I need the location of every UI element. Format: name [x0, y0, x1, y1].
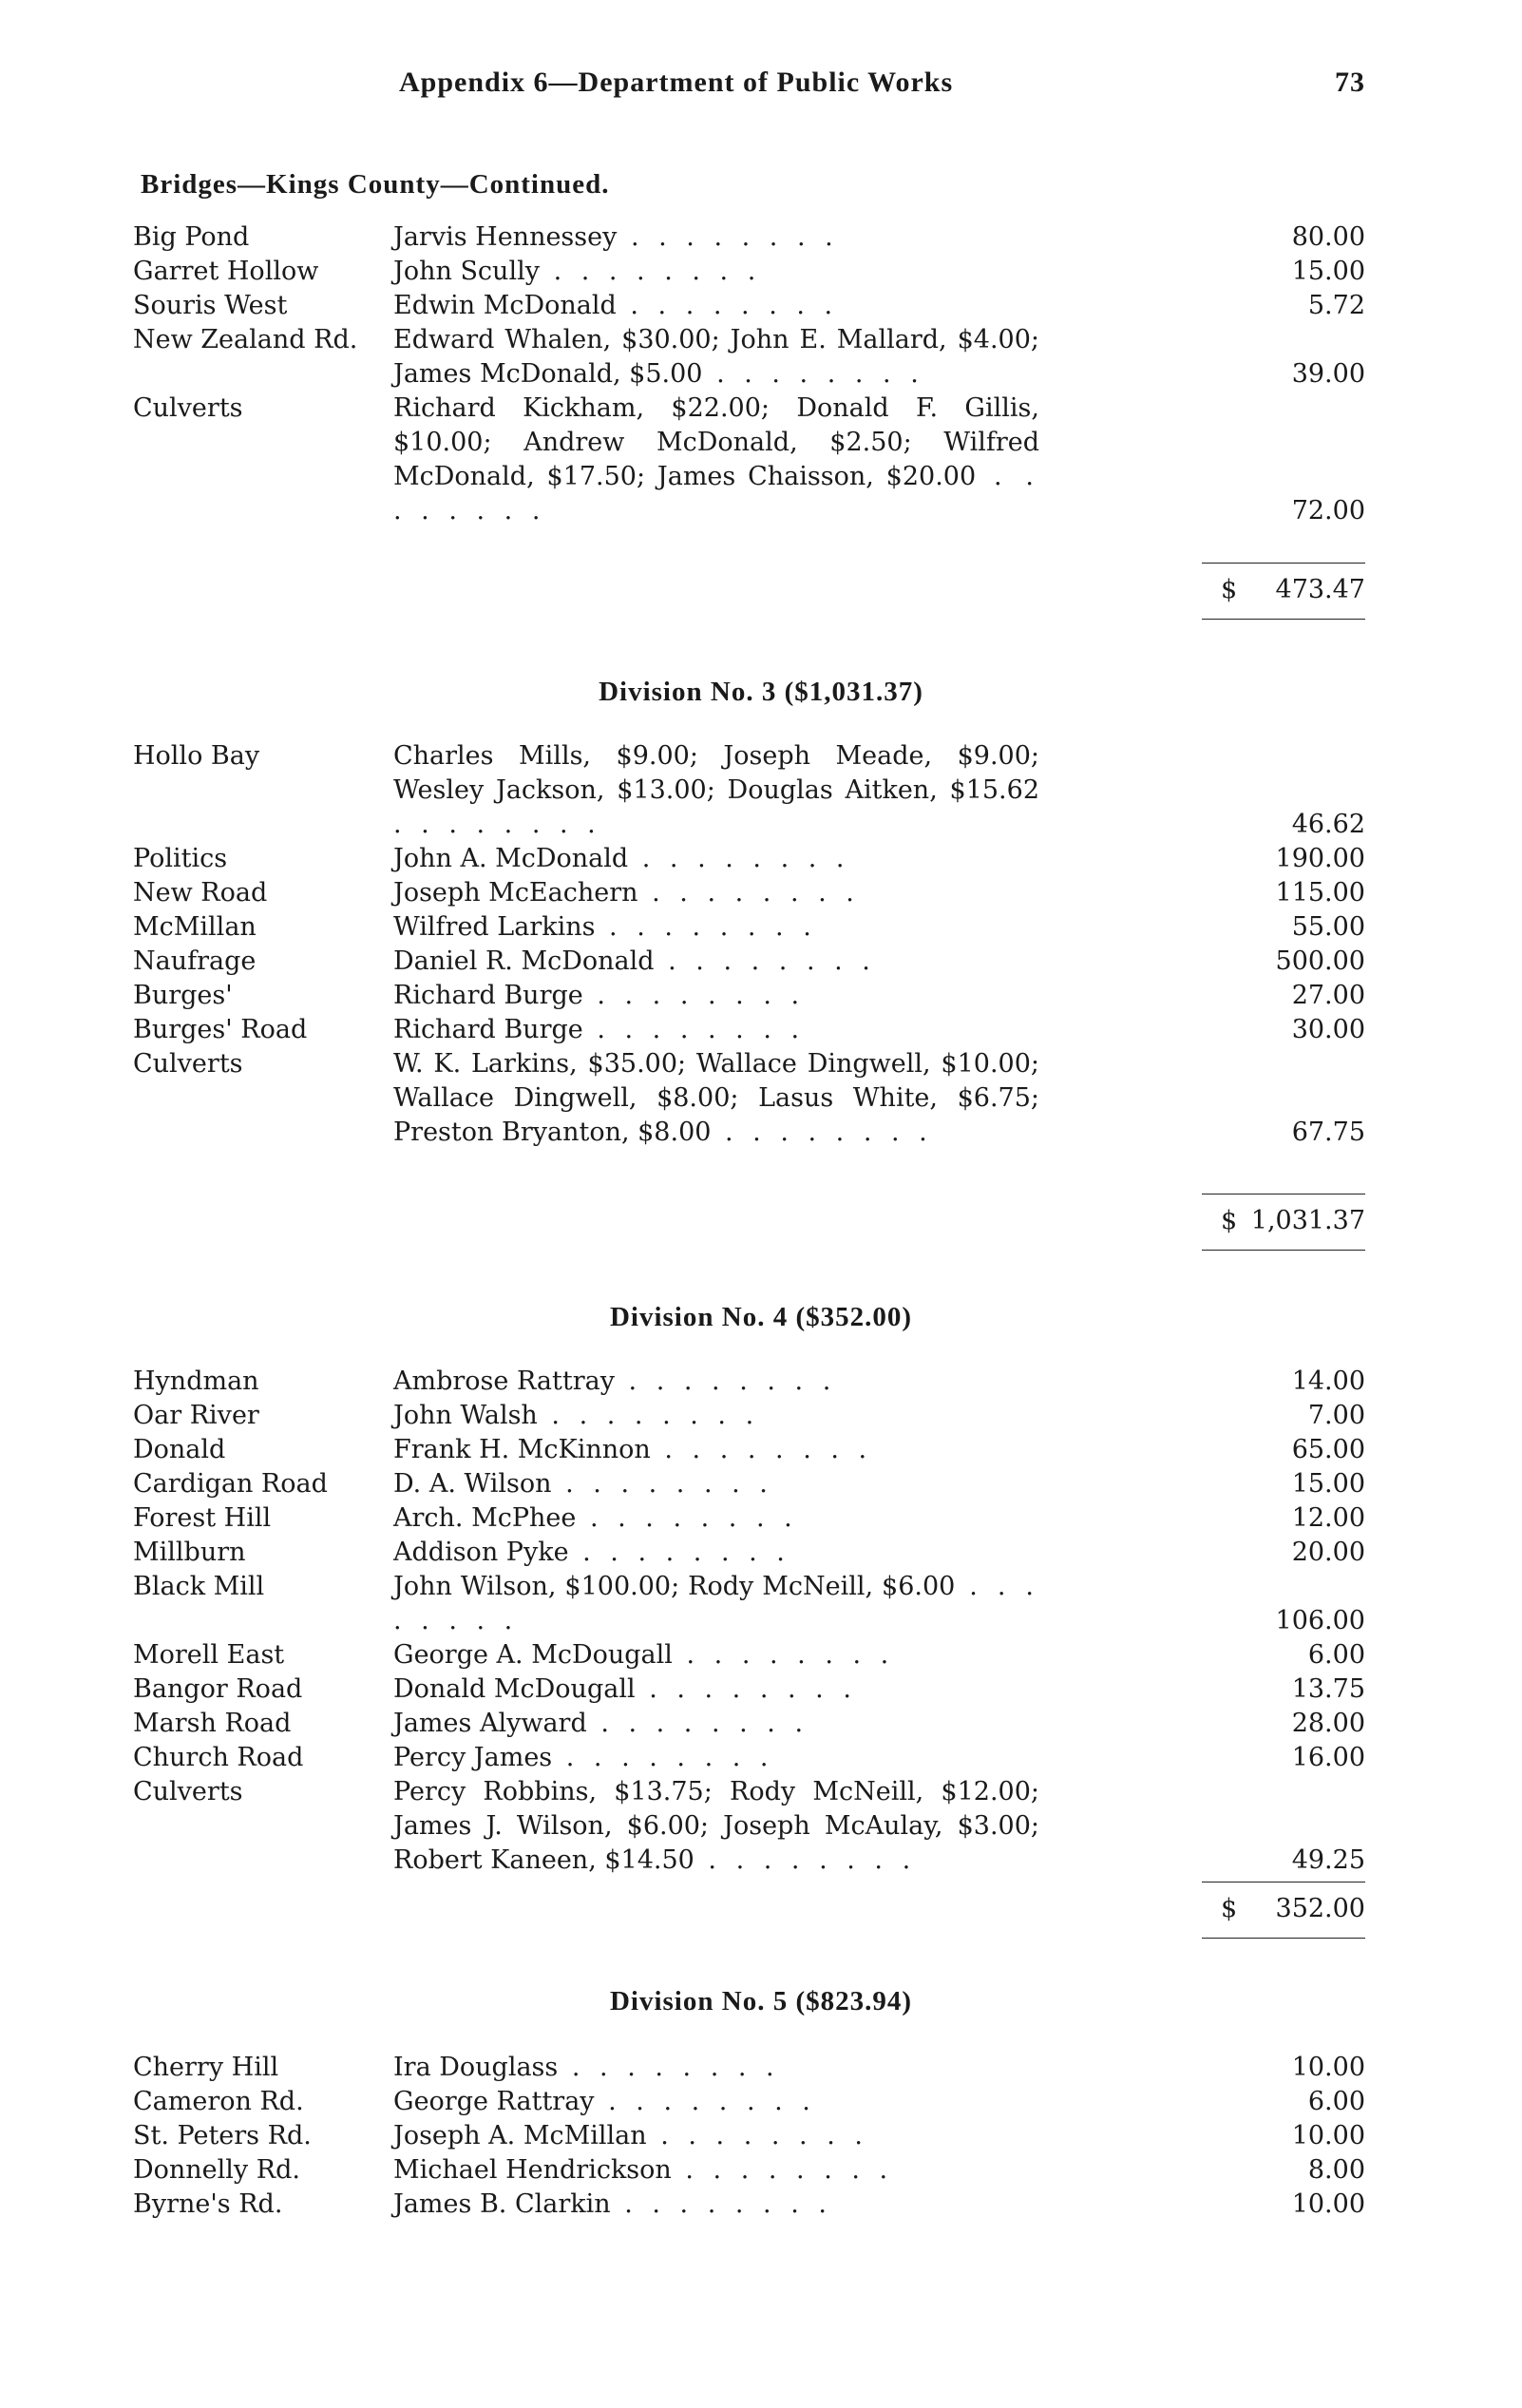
dot-leader: . . . . . . . . [393, 462, 1039, 526]
entry-place: Garret Hollow [133, 257, 319, 286]
entry-description-text: John A. McDonald [393, 844, 629, 873]
ledger-entry [0, 979, 1522, 1013]
entry-description [393, 1399, 1039, 1433]
ledger-entry [0, 2119, 1522, 2153]
entry-description-text: John Walsh [393, 1401, 538, 1430]
dot-leader: . . . . . . . . [711, 1118, 933, 1147]
dot-leader: . . . . . . . . [594, 2087, 816, 2116]
entry-description [393, 1365, 1039, 1399]
entry-amount: 10.00 [1291, 2189, 1365, 2219]
entry-place: Church Road [133, 1743, 304, 1772]
entry-description [393, 1672, 1039, 1707]
entry-description [393, 289, 1039, 323]
entry-description [393, 1047, 1039, 1150]
entry-amount: 12.00 [1291, 1503, 1365, 1533]
entry-description [393, 1501, 1039, 1536]
ledger-entry [0, 1672, 1522, 1707]
dot-leader: . . . . . . . . [582, 1015, 806, 1044]
entry-description [393, 2051, 1039, 2085]
entry-description-text: Richard Kickham, $22.00; Donald F. Gillis, $10.00; Andrew McDonald, $2.50; Wilfred McDonald, $17.50; James Chaisson, $20.00 [393, 393, 1039, 491]
dot-leader: . . . . . . . . [610, 2189, 832, 2219]
entry-place: Big Pond [133, 222, 250, 252]
dot-leader: . . . . . . . . [628, 844, 850, 873]
entry-amount: 49.25 [1291, 1845, 1365, 1875]
entry-place: Cardigan Road [133, 1469, 328, 1499]
ledger-entry [0, 1536, 1522, 1570]
entry-place: Donald [133, 1435, 226, 1464]
entry-description-text: Percy James [393, 1743, 553, 1772]
ledger-entry [0, 1365, 1522, 1399]
total-rule-bottom [1202, 1250, 1365, 1251]
entry-amount: 106.00 [1275, 1606, 1365, 1635]
dot-leader: . . . . . . . . [646, 2121, 868, 2150]
ledger-entry [0, 289, 1522, 323]
entry-amount: 5.72 [1307, 291, 1365, 320]
entry-description-text: Charles Mills, $9.00; Joseph Meade, $9.00; Wesley Jackson, $13.00; Douglas Aitken, $15.62 [393, 741, 1039, 805]
entry-description [393, 1741, 1039, 1775]
entry-place: Marsh Road [133, 1709, 292, 1738]
entry-list [0, 220, 1522, 528]
entry-description-text: Edward Whalen, $30.00; John E. Mallard, $4.00; James McDonald, $5.00 [393, 325, 1039, 389]
section-total [1202, 1186, 1365, 1251]
entry-description-text: Arch. McPhee [393, 1503, 577, 1533]
entry-description-text: Addison Pyke [393, 1538, 569, 1567]
ledger-entry [0, 1399, 1522, 1433]
entry-list [0, 1365, 1522, 1878]
entry-description [393, 1467, 1039, 1501]
entry-description-text: Daniel R. McDonald [393, 946, 655, 976]
total-rule-top [1202, 563, 1365, 564]
entry-description [393, 979, 1039, 1013]
entry-description-text: George Rattray [393, 2087, 595, 2116]
running-head-title: Appendix 6—Department of Public Works [399, 67, 954, 98]
entry-amount: 72.00 [1291, 496, 1365, 526]
entry-place: Hollo Bay [133, 741, 260, 771]
entry-description-text: Joseph A. McMillan [393, 2121, 647, 2150]
total-value: 352.00 [1275, 1894, 1365, 1923]
entry-amount: 14.00 [1291, 1366, 1365, 1396]
entry-place: New Road [133, 878, 268, 908]
entry-place: Culverts [133, 393, 243, 423]
entry-amount: 16.00 [1291, 1743, 1365, 1772]
total-value: 473.47 [1275, 575, 1365, 604]
entry-description [393, 1536, 1039, 1570]
entry-place: Black Mill [133, 1572, 265, 1601]
entry-amount: 20.00 [1291, 1538, 1365, 1567]
ledger-entry [0, 1501, 1522, 1536]
total-currency: $ [1221, 1894, 1238, 1923]
entry-description [393, 255, 1039, 289]
entry-place: Politics [133, 844, 228, 873]
dot-leader: . . . . . . . . [654, 946, 876, 976]
entry-description-text: W. K. Larkins, $35.00; Wallace Dingwell, $10.00; Wallace Dingwell, $8.00; Lasus White, $6.75; Preston Bryanton, $8.00 [393, 1049, 1039, 1147]
ledger-entry [0, 842, 1522, 876]
section-heading: Bridges—Kings County—Continued. [141, 169, 610, 200]
dot-leader: . . . . . . . . [537, 1401, 760, 1430]
entry-description [393, 739, 1039, 842]
entry-place: Burges' Road [133, 1015, 308, 1044]
entry-amount: 67.75 [1291, 1118, 1365, 1147]
dot-leader: . . . . . . . . [650, 1435, 873, 1464]
entry-description [393, 323, 1039, 392]
entry-description-text: Jarvis Hennessey [393, 222, 618, 252]
entry-description [393, 1775, 1039, 1878]
entry-place: Cherry Hill [133, 2053, 279, 2082]
entry-amount: 13.75 [1291, 1674, 1365, 1704]
entry-place: St. Peters Rd. [133, 2121, 312, 2150]
entry-description-text: Edwin McDonald [393, 291, 617, 320]
entry-description-text: D. A. Wilson [393, 1469, 552, 1499]
dot-leader: . . . . . . . . [558, 2053, 780, 2082]
entry-place: New Zealand Rd. [133, 325, 358, 354]
ledger-entry [0, 1013, 1522, 1047]
entry-description [393, 876, 1039, 910]
entry-amount: 46.62 [1291, 810, 1365, 839]
entry-description-text: Richard Burge [393, 981, 583, 1010]
entry-place: Hyndman [133, 1366, 259, 1396]
entry-place: Cameron Rd. [133, 2087, 304, 2116]
entry-description-text: Michael Hendrickson [393, 2155, 672, 2185]
dot-leader: . . . . . . . . [616, 291, 839, 320]
entry-description [393, 220, 1039, 255]
section-total [1202, 1874, 1365, 1939]
section-total [1202, 555, 1365, 620]
entry-amount: 6.00 [1307, 1640, 1365, 1670]
dot-leader: . . . . . . . . [637, 878, 860, 908]
ledger-entry [0, 1707, 1522, 1741]
section-heading: Division No. 5 ($823.94) [609, 1986, 913, 2016]
page-number: 73 [1335, 67, 1365, 98]
dot-leader: . . . . . . . . [582, 981, 806, 1010]
dot-leader: . . . . . . . . [595, 912, 817, 942]
ledger-entry [0, 910, 1522, 945]
entry-amount: 27.00 [1291, 981, 1365, 1010]
entry-place: Burges' [133, 981, 233, 1010]
entry-description-text: Percy Robbins, $13.75; Rody McNeill, $12.00; James J. Wilson, $6.00; Joseph McAulay, $3.00; Robert Kaneen, $14.50 [393, 1777, 1039, 1875]
section-heading: Division No. 3 ($1,031.37) [599, 677, 923, 707]
dot-leader: . . . . . . . . [568, 1538, 790, 1567]
entry-amount: 190.00 [1275, 844, 1365, 873]
dot-leader: . . . . . . . . [393, 810, 601, 839]
total-value: 1,031.37 [1250, 1206, 1365, 1235]
entry-description [393, 2119, 1039, 2153]
dot-leader: . . . . . . . . [393, 1572, 1039, 1635]
entry-description [393, 2153, 1039, 2188]
entry-amount: 10.00 [1291, 2121, 1365, 2150]
entry-description-text: James Alyward [393, 1709, 587, 1738]
dot-leader: . . . . . . . . [551, 1469, 773, 1499]
entry-amount: 7.00 [1307, 1401, 1365, 1430]
ledger-entry [0, 876, 1522, 910]
entry-description [393, 842, 1039, 876]
total-rule-bottom [1202, 619, 1365, 620]
entry-amount: 500.00 [1275, 946, 1365, 976]
ledger-entry [0, 2051, 1522, 2085]
entry-amount: 115.00 [1275, 878, 1365, 908]
entry-description-text: Frank H. McKinnon [393, 1435, 651, 1464]
total-rule-bottom [1202, 1938, 1365, 1939]
ledger-entry [0, 2188, 1522, 2222]
ledger-entry [0, 255, 1522, 289]
ledger-entry [0, 220, 1522, 255]
entry-place: Morell East [133, 1640, 285, 1670]
running-head [0, 67, 1522, 105]
section-heading: Division No. 4 ($352.00) [609, 1302, 913, 1332]
entry-amount: 55.00 [1291, 912, 1365, 942]
ledger-entry [0, 323, 1522, 392]
total-currency: $ [1221, 575, 1238, 604]
entry-amount: 15.00 [1291, 257, 1365, 286]
entry-description-text: James B. Clarkin [393, 2189, 611, 2219]
entry-description [393, 2085, 1039, 2119]
dot-leader: . . . . . . . . [614, 1366, 837, 1396]
dot-leader: . . . . . . . . [576, 1503, 798, 1533]
entry-amount: 10.00 [1291, 2053, 1365, 2082]
entry-description [393, 1013, 1039, 1047]
entry-description-text: George A. McDougall [393, 1640, 673, 1670]
ledger-entry [0, 1570, 1522, 1638]
entry-list [0, 739, 1522, 1150]
entry-description-text: Ambrose Rattray [393, 1366, 615, 1396]
dot-leader: . . . . . . . . [672, 1640, 895, 1670]
entry-description [393, 1707, 1039, 1741]
entry-place: Byrne's Rd. [133, 2189, 283, 2219]
entry-place: McMillan [133, 912, 257, 942]
ledger-entry [0, 1467, 1522, 1501]
ledger-entry [0, 1638, 1522, 1672]
entry-amount: 39.00 [1291, 359, 1365, 389]
dot-leader: . . . . . . . . [586, 1709, 809, 1738]
entry-description [393, 1570, 1039, 1638]
entry-amount: 30.00 [1291, 1015, 1365, 1044]
entry-place: Souris West [133, 291, 288, 320]
ledger-entry [0, 945, 1522, 979]
dot-leader: . . . . . . . . [552, 1743, 774, 1772]
entry-amount: 6.00 [1307, 2087, 1365, 2116]
entry-description [393, 1433, 1039, 1467]
entry-description-text: Donald McDougall [393, 1674, 636, 1704]
entry-description-text: John Scully [393, 257, 540, 286]
dot-leader: . . . . . . . . [694, 1845, 917, 1875]
total-currency: $ [1221, 1206, 1238, 1235]
entry-amount: 65.00 [1291, 1435, 1365, 1464]
entry-description [393, 2188, 1039, 2222]
dot-leader: . . . . . . . . [702, 359, 924, 389]
entry-description [393, 945, 1039, 979]
ledger-entry [0, 392, 1522, 528]
entry-place: Donnelly Rd. [133, 2155, 300, 2185]
entry-place: Naufrage [133, 946, 257, 976]
entry-description-text: Ira Douglass [393, 2053, 559, 2082]
ledger-entry [0, 739, 1522, 842]
entry-place: Culverts [133, 1049, 243, 1079]
entry-amount: 15.00 [1291, 1469, 1365, 1499]
ledger-entry [0, 1047, 1522, 1150]
entry-description [393, 910, 1039, 945]
entry-description [393, 1638, 1039, 1672]
entry-amount: 80.00 [1291, 222, 1365, 252]
entry-amount: 8.00 [1307, 2155, 1365, 2185]
entry-description-text: Joseph McEachern [393, 878, 638, 908]
entry-place: Forest Hill [133, 1503, 272, 1533]
ledger-entry [0, 1775, 1522, 1878]
entry-place: Bangor Road [133, 1674, 303, 1704]
entry-place: Oar River [133, 1401, 259, 1430]
dot-leader: . . . . . . . . [539, 257, 762, 286]
ledger-entry [0, 1741, 1522, 1775]
dot-leader: . . . . . . . . [617, 222, 839, 252]
dot-leader: . . . . . . . . [635, 1674, 857, 1704]
entry-place: Millburn [133, 1538, 246, 1567]
ledger-entry [0, 2153, 1522, 2188]
entry-description-text: Wilfred Larkins [393, 912, 596, 942]
ledger-entry [0, 1433, 1522, 1467]
entry-amount: 28.00 [1291, 1709, 1365, 1738]
ledger-entry [0, 2085, 1522, 2119]
entry-description-text: John Wilson, $100.00; Rody McNeill, $6.00 [393, 1572, 956, 1601]
entry-description-text: Richard Burge [393, 1015, 583, 1044]
entry-place: Culverts [133, 1777, 243, 1806]
dot-leader: . . . . . . . . [671, 2155, 894, 2185]
entry-list [0, 2051, 1522, 2222]
entry-description [393, 392, 1039, 528]
